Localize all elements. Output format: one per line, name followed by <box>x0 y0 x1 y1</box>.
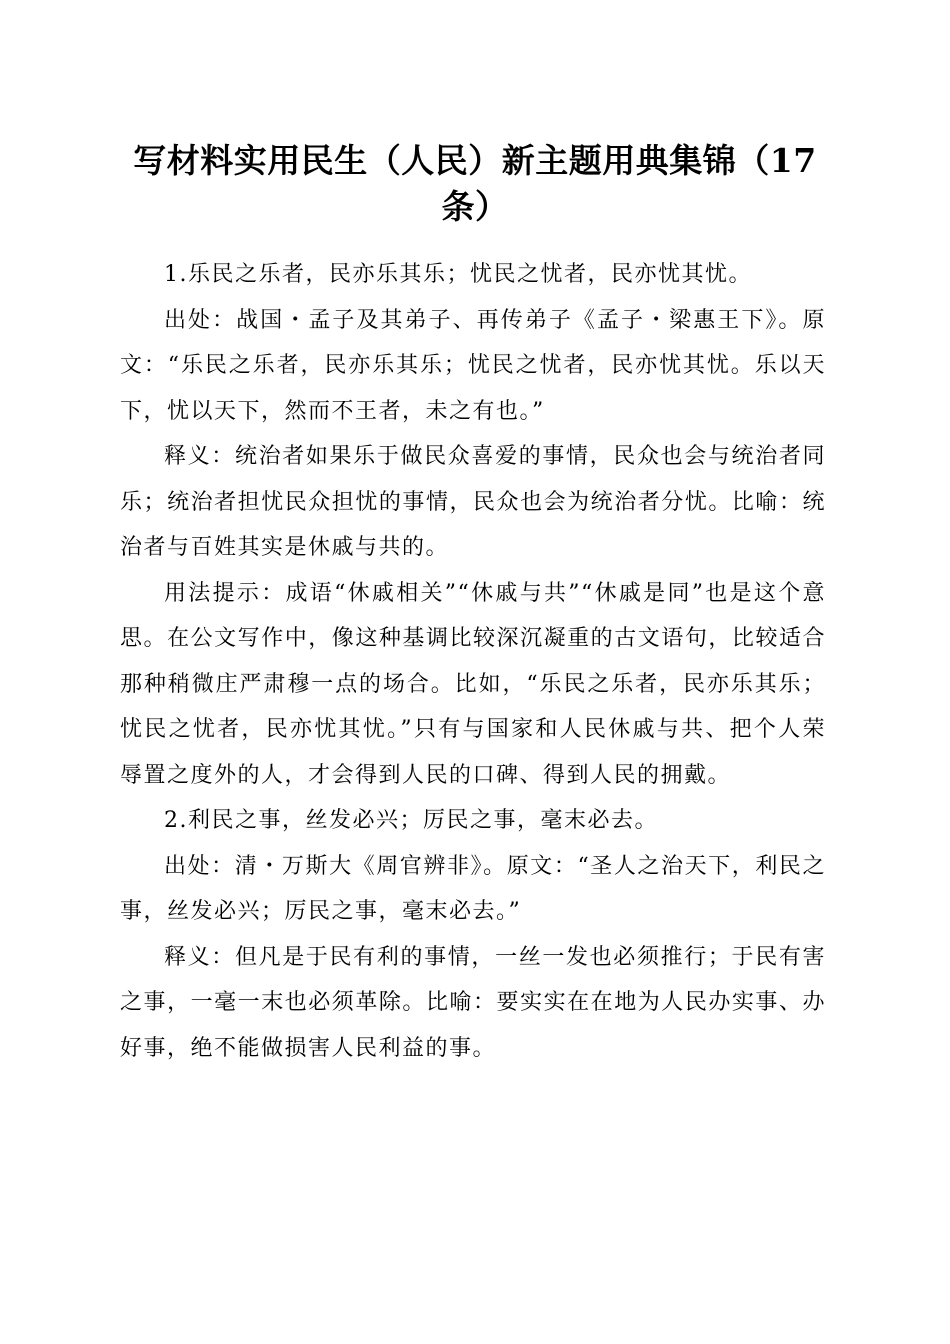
item-1-heading: 1.乐民之乐者，民亦乐其乐；忧民之忧者，民亦忧其忧。 <box>164 262 752 287</box>
item-2-heading: 2.利民之事，丝发必兴；厉民之事，毫末必去。 <box>164 808 658 833</box>
item-1-source: 出处：战国・孟子及其弟子、再传弟子《孟子・梁惠王下》。原文：“乐民之乐者，民亦乐其乐；忧民之忧者，民亦忧其忧。乐以天下，忧以天下，然而不王者，未之有也。” <box>120 307 826 424</box>
item-2-meaning: 释义：但凡是于民有利的事情，一丝一发也必须推行；于民有害之事，一毫一末也必须革除。比喻：要实实在在地为人民办实事、办好事，绝不能做损害人民利益的事。 <box>120 944 826 1061</box>
item-1-meaning: 释义：统治者如果乐于做民众喜爱的事情，民众也会与统治者同乐；统治者担忧民众担忧的事情，民众也会为统治者分忧。比喻：统治者与百姓其实是休戚与共的。 <box>120 444 826 560</box>
item-2-source: 出处：清・万斯大《周官辨非》。原文：“圣人之治天下，利民之事，丝发必兴；厉民之事，毫末必去。” <box>120 853 826 924</box>
document-title: 写材料实用民生（人民）新主题用典集锦（17条） <box>133 141 817 226</box>
document-body <box>120 252 826 1071</box>
item-1-usage-tip: 用法提示：成语“休戚相关”“休戚与共”“休戚是同”也是这个意思。在公文写作中，像这种基调比较深沉凝重的古文语句，比较适合那种稍微庄严肃穆一点的场合。比如，“乐民之乐者，民亦乐其乐；忧民之忧者，民亦忧其忧。”只有与国家和人民休戚与共、把个人荣辱置之度外的人，才会得到人民的口碑、得到人民的拥戴。 <box>120 580 826 788</box>
